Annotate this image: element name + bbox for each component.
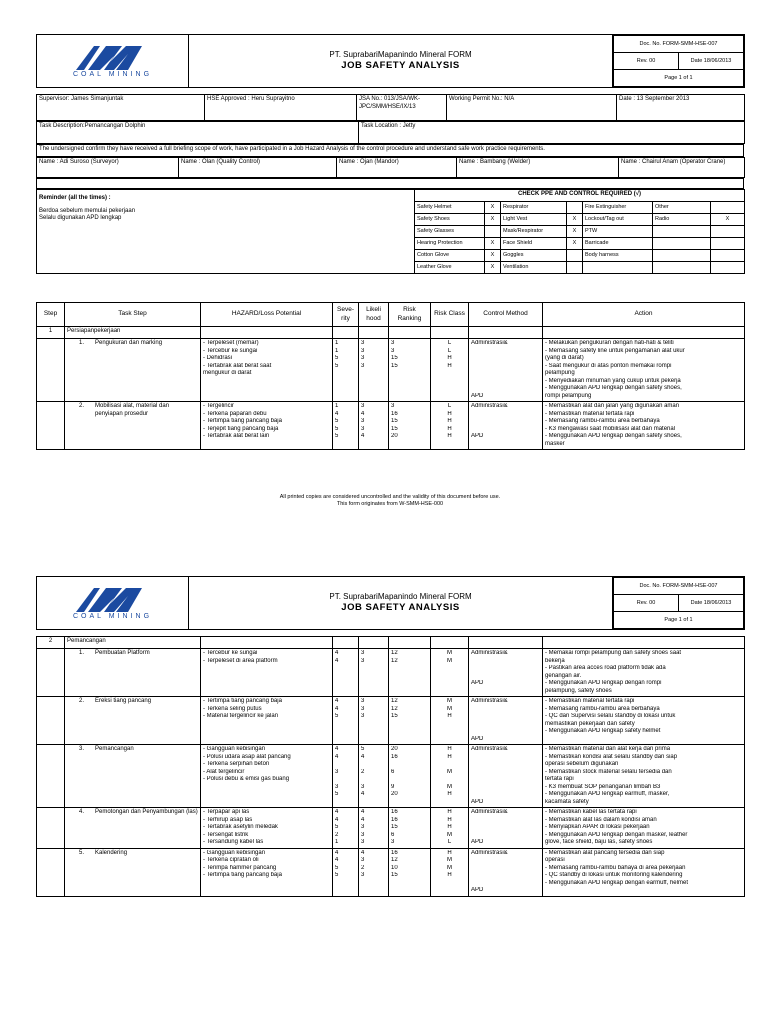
col-control-method: Control Method: [469, 303, 543, 327]
team-member: Name : Adi Suroso (Surveyor): [37, 158, 179, 178]
hazard-list: - Tertimpa tiang pancang baja - Terkena seling putus - Material tergelincir ke jalan: [201, 697, 333, 745]
ppe-row: Safety Shoes X Light Vest X Lockout/Tag out Radio X: [37, 214, 745, 226]
action-list: - Memastikan alat dan jalan yang digunakan aman - Memastikan material tertata rapi - Memasang rambu-rambu area berbahaya - K3 mengawasi saat mobilisasi alat dan material - Menggunakan APD lengkap dengan safety shoes, masker: [543, 402, 745, 450]
likelihood-values: 5 4 2 3 4: [359, 745, 389, 808]
footer-note: All printed copies are considered uncontrolled and the validity of this document before use. This form originates from W-SMM-HSE-000: [279, 494, 501, 508]
control-method: Administrasi& APD: [469, 649, 543, 697]
col-likelihood: Likeli hood: [359, 303, 389, 327]
task-description: Task Description:Pemancangan Dolphin: [37, 122, 359, 144]
table-row: [37, 339, 745, 402]
task-name: Pembuatan Platform: [95, 650, 150, 656]
section-title: Persiapanpekerjaan: [65, 327, 201, 339]
action-list: - Memastikan alat pancang tersedia dan siap operasi - Memasang rambu-rambu bahaya di area pekerjaan - QC standby di lokasi untuk monitoring kalendering - Menggunakan APD lengkap dengan earmuff, helmet: [543, 848, 745, 896]
table-row: [37, 808, 745, 849]
likelihood-values: 4 3 2 3: [359, 848, 389, 896]
ppe-row: Hearing Protection X Face Shield X Barricade: [37, 238, 745, 250]
company-logo: COAL MINING: [37, 577, 189, 630]
team-member: Name : Bambang (Welder): [457, 158, 619, 178]
risk-class-values: M M H: [431, 697, 469, 745]
risk-ranking-values: 16 16 15 6 3: [389, 808, 431, 849]
table-row: [37, 402, 745, 450]
analysis-table-page2: [36, 636, 744, 897]
task-step: [65, 848, 201, 896]
risk-class-values: H H H M L: [431, 808, 469, 849]
ppe-row: Cotton Glove X Goggles Body harness: [37, 250, 745, 262]
risk-class-values: H M M H: [431, 848, 469, 896]
control-method: Administrasi& APD: [469, 697, 543, 745]
hazard-list: - Gangguan kebisingan - Polusi udara asap alat pancang - Terkena serpihan beton - Alat tergelincir - Polusi debu & emisi gas buang: [201, 745, 333, 808]
col-task-step: Task Step: [65, 303, 201, 327]
jsa-number: JSA No.: 013/JSA/WK-JPC/SMM/HSE/IX/13: [357, 95, 447, 121]
action-list: - Memastikan kabel las tertata rapi - Memastikan alat las dalam kondisi aman - Menyiapkan APAR di lokasi pekerjaan - Menggunakan APD lengkap dengan masker, leather glove, face shield, baju las, safety shoes: [543, 808, 745, 849]
team-member: Name : Chairul Anam (Operator Crane): [619, 158, 745, 178]
doc-number: Doc. No. FORM-SMM-HSE-007: [614, 578, 744, 595]
section-title: Pemancangan: [65, 637, 201, 649]
likelihood-values: 3 3: [359, 649, 389, 697]
jsa-date: Date : 13 September 2013: [617, 95, 745, 121]
page-number: Page 1 of 1: [614, 70, 744, 87]
col-severity: Seve-rity: [333, 303, 359, 327]
col-risk-ranking: Risk Ranking: [389, 303, 431, 327]
ppe-row: Safety Helmet X Respirator Fire Extinguisher Other: [37, 202, 745, 214]
revision: Rev. 00: [614, 595, 679, 612]
analysis-table-page1: [36, 302, 744, 450]
likelihood-values: 4 4 3 3 3: [359, 808, 389, 849]
col-risk-class: Risk Class: [431, 303, 469, 327]
section-row: [37, 327, 745, 339]
company-logo: COAL MINING: [37, 35, 189, 88]
task-number: 2.: [79, 403, 85, 409]
severity-values: 1 1 5 5: [333, 339, 359, 402]
action-list: - Memastikan material dan alat kerja dan prima - Memastikan kondisi alat selalu standby dan siap operasi sebelum digunakan - Memastikan stock material selalu tersedia dan tertata rapi - K3 membuat SOP penanganan limbah B3 - Menggunakan APD lengkap earmuff, masker, kacamata safety: [543, 745, 745, 808]
task-name: Ereksi tiang pancang: [95, 698, 152, 704]
action-list: - Memakai rompi pelampung dan safety shoes saat bekerja - Pastikan area acces road platform tidak ada genangan air. - Menggunakan APD lengkap dengan rompi pelampung, safety shoes: [543, 649, 745, 697]
risk-ranking-values: 3 16 15 15 20: [389, 402, 431, 450]
hse-approved: HSE Approved : Heru Suprayitno: [205, 95, 357, 121]
control-method: Administrasi& APD: [469, 808, 543, 849]
likelihood-values: 3 4 3 3 4: [359, 402, 389, 450]
action-list: - Memastikan material tertata rapi - Memasang rambu-rambu area berbahaya - QC dan Supervisi selalu standby di lokasi untuk memastikan pekerjaan dan safety - Menggunakan APD lengkap safety helmet: [543, 697, 745, 745]
task-name: Kalendering: [95, 849, 128, 856]
task-name: Mobilisasi alat, material dan penyiapan prosedur: [95, 403, 170, 417]
task-step: [65, 402, 201, 450]
risk-class-values: M M: [431, 649, 469, 697]
severity-values: 4 4 5 5: [333, 848, 359, 896]
severity-values: 4 4: [333, 649, 359, 697]
risk-ranking-values: 3 3 15 15: [389, 339, 431, 402]
severity-values: 4 4 3 3 5: [333, 745, 359, 808]
likelihood-values: 3 3 3 3: [359, 339, 389, 402]
col-hazard: HAZARD/Loss Potential: [201, 303, 333, 327]
table-row: [37, 848, 745, 896]
team-member: Name : Ojan (Mandor): [337, 158, 457, 178]
risk-class-values: L H H H H: [431, 402, 469, 450]
col-action: Action: [543, 303, 745, 327]
table-row: [37, 649, 745, 697]
task-step: [65, 649, 201, 697]
hazard-list: - Terpapar api las - Terhirup asap las - Tertabrak asetylin meledak - Tersengat listrik - Tersandung kabel las: [201, 808, 333, 849]
company-form-title: PT. SuprabariMapanindo Mineral FORM: [329, 592, 472, 602]
logo-mark-icon: [70, 584, 156, 612]
control-method: Administrasi& APD: [469, 848, 543, 896]
task-location: Task Location : Jetty: [359, 122, 745, 144]
table-row: [37, 697, 745, 745]
risk-ranking-values: 12 12: [389, 649, 431, 697]
task-number: 1.: [79, 650, 85, 656]
risk-ranking-values: 12 12 15: [389, 697, 431, 745]
reminder-box: Reminder (all the times) : Berdoa sebelum memulai pekerjaan Selalu digunakan APD lengkap: [37, 190, 415, 274]
control-method: Administrasi& APD: [469, 402, 543, 450]
company-form-title: PT. SuprabariMapanindo Mineral FORM: [329, 50, 472, 60]
team-member: Name : Olan (Quality Control): [179, 158, 337, 178]
document-title: JOB SAFETY ANALYSIS: [341, 602, 460, 614]
section-row: [37, 637, 745, 649]
doc-number: Doc. No. FORM-SMM-HSE-007: [614, 36, 744, 53]
severity-values: 4 4 5: [333, 697, 359, 745]
likelihood-values: 3 3 3: [359, 697, 389, 745]
section-number: 2: [37, 637, 65, 649]
severity-values: 4 4 5 2 1: [333, 808, 359, 849]
task-step: [65, 339, 201, 402]
task-name: Pemotongan dan Penyambungan (las): [95, 809, 198, 815]
col-step: Step: [37, 303, 65, 327]
hazard-list: - Tercebur ke sungai - Terpeleset di area platform: [201, 649, 333, 697]
task-step: [65, 745, 201, 808]
risk-class-values: L L H H: [431, 339, 469, 402]
risk-ranking-values: 16 12 10 15: [389, 848, 431, 896]
doc-date: Date 18/06/2013: [679, 595, 744, 612]
task-step: [65, 697, 201, 745]
undersigned-statement: The undersigned confirm they have received a full briefing scope of work, have participated in a Job Hazard Analysis of the control procedure and understand safe work practice requirements.: [37, 145, 744, 157]
info-section: [36, 94, 744, 274]
document-title: JOB SAFETY ANALYSIS: [341, 60, 460, 72]
page-number: Page 1 of 1: [614, 612, 744, 629]
logo-mark-icon: [70, 42, 156, 70]
ppe-row: Leather Glove X Ventilation: [37, 262, 745, 274]
page2-header: [36, 576, 744, 630]
task-number: 5.: [79, 849, 85, 856]
risk-class-values: H H M M H: [431, 745, 469, 808]
task-step: [65, 808, 201, 849]
task-number: 2.: [79, 698, 85, 704]
hazard-list: - Tergelincir - Terkena paparan debu - Tertimpa tiang pancang baja - Terjepit tiang pancang baja - Tertabrak alat berat lain: [201, 402, 333, 450]
hazard-list: - Gangguan kebisingan - Terkena cipratan oli - Terimpa hammer pancang - Tertimpa tiang pancang baja: [201, 848, 333, 896]
task-number: 1.: [79, 340, 85, 346]
hazard-list: - Terpeleset (memar) - Tercebur ke sungai - Dehidrasi - Tertabrak alat berat saat mengukur di darat: [201, 339, 333, 402]
task-number: 3.: [79, 746, 85, 752]
supervisor: Supervisor: James Simanjuntak: [37, 95, 205, 121]
control-method: Administrasi& APD: [469, 339, 543, 402]
revision: Rev. 00: [614, 53, 679, 70]
control-method: Administrasi& APD: [469, 745, 543, 808]
working-permit: Working Permit No.: N/A: [447, 95, 617, 121]
table-row: [37, 745, 745, 808]
task-name: Pemancangan: [95, 746, 134, 752]
doc-date: Date 18/06/2013: [679, 53, 744, 70]
task-name: Pengukuran dan marking: [95, 340, 163, 346]
task-number: 4.: [79, 809, 85, 815]
action-list: - Melakukan pengukuran dengan hati-hati & teliti - Memasang safety line untuk pengamanan alat ukur (yang di darat) - Saat mengukur di atas ponton memakai rompi pelampung - Menyediakan minuman yang cukup untuk pekerja - Menggunakan APD lengkap dengan safety shoes, rompi pelampung: [543, 339, 745, 402]
ppe-row: Safety Glasses Mask/Respirator X PTW: [37, 226, 745, 238]
ppe-title: CHECK PPE AND CONTROL REQUIRED (√): [415, 190, 745, 202]
risk-ranking-values: 20 16 6 9 20: [389, 745, 431, 808]
severity-values: 1 4 5 5 5: [333, 402, 359, 450]
page1-header: [36, 34, 744, 88]
section-number: 1: [37, 327, 65, 339]
